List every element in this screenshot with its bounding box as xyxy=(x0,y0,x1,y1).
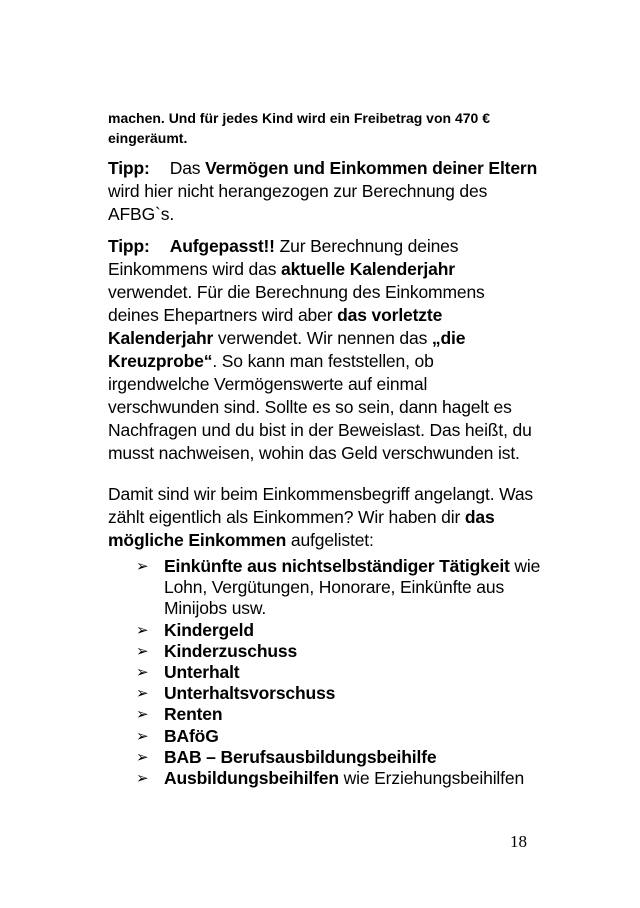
list-item xyxy=(136,662,546,683)
list-item-bold: Ausbildungsbeihilfen xyxy=(164,768,339,789)
tipp1-bold-1: Vermögen und Einkommen deiner Eltern xyxy=(205,158,538,178)
income-list xyxy=(136,556,546,789)
tipp-paragraph-2 xyxy=(108,235,538,465)
tipp2-bold-3: das vorletzte Kalenderjahr xyxy=(108,305,443,348)
list-item-bold: BAB – Berufsausbildungsbeihilfe xyxy=(164,746,437,767)
arrowhead-bullet-icon: ➢ xyxy=(136,664,149,682)
list-item-bold: Einkünfte aus nichtselbständiger Tätigkeit xyxy=(164,556,510,576)
arrowhead-bullet-icon: ➢ xyxy=(136,558,149,575)
arrowhead-bullet-icon: ➢ xyxy=(136,727,149,745)
tipp1-text-2: wird hier nicht herangezogen zur Berechnung des AFBG`s. xyxy=(108,181,488,224)
list-item xyxy=(136,726,546,747)
arrowhead-bullet-icon: ➢ xyxy=(136,642,149,660)
intro-text: machen. Und für jedes Kind wird ein Freibetrag von 470 € eingeräumt. xyxy=(108,110,490,146)
list-item xyxy=(136,641,546,662)
closing-text-1: Damit sind wir beim Einkommensbegriff angelangt. Was zählt eigentlich als Einkommen? Wir haben dir xyxy=(108,484,534,527)
list-item-text: wie Erziehungsbeihilfen xyxy=(338,768,525,789)
arrowhead-bullet-icon: ➢ xyxy=(136,621,149,639)
closing-text-2: aufgelistet: xyxy=(286,530,374,550)
page-number: 18 xyxy=(510,832,527,851)
list-item-bold: Kinderzuschuss xyxy=(164,640,298,661)
tipp-label: Tipp: xyxy=(108,158,150,178)
list-item-bold: Kindergeld xyxy=(164,619,254,640)
list-item xyxy=(136,556,546,620)
tipp1-text-1: Das xyxy=(169,158,206,178)
arrowhead-bullet-icon: ➢ xyxy=(136,770,149,788)
list-item xyxy=(136,768,546,789)
list-item xyxy=(136,683,546,704)
tipp-label: Tipp: xyxy=(108,236,150,256)
arrowhead-bullet-icon: ➢ xyxy=(136,706,149,724)
arrowhead-bullet-icon: ➢ xyxy=(136,748,149,766)
tipp2-bold-2: aktuelle Kalenderjahr xyxy=(281,259,455,279)
closing-bold-1: das mögliche Einkommen xyxy=(108,507,495,550)
tipp2-bold-1: Aufgepasst!! xyxy=(169,236,275,256)
list-item-bold: BAföG xyxy=(164,725,219,746)
list-item-bold: Unterhalt xyxy=(164,662,240,683)
tipp2-text-1: Zur Berechnung deines Einkommens wird das xyxy=(108,236,459,279)
tipp2-bold-4: „die Kreuzprobe“ xyxy=(108,328,466,371)
list-item-text: wie Lohn, Vergütungen, Honorare, Einkünfte aus Minijobs usw. xyxy=(164,556,541,619)
tipp-paragraph-1 xyxy=(108,157,538,226)
tipp2-text-3: verwendet. Wir nennen das xyxy=(213,328,432,348)
tipp2-text-2: verwendet. Für die Berechnung des Einkommens deines Ehepartners wird aber xyxy=(108,282,485,325)
tipp2-text-4: . So kann man feststellen, ob irgendwelche Vermögenswerte auf einmal verschwunden sind. Sollte es so sein, dann hagelt es Nachfragen und du bist in der Beweislast. Das heißt, du musst nachweisen, wohin das Geld verschwunden ist. xyxy=(108,351,532,463)
list-item-bold: Renten xyxy=(164,704,223,725)
arrowhead-bullet-icon: ➢ xyxy=(136,685,149,703)
closing-paragraph xyxy=(108,483,538,552)
list-item xyxy=(136,704,546,725)
list-item xyxy=(136,620,546,641)
list-item-bold: Unterhaltsvorschuss xyxy=(164,683,336,704)
list-item xyxy=(136,747,546,768)
